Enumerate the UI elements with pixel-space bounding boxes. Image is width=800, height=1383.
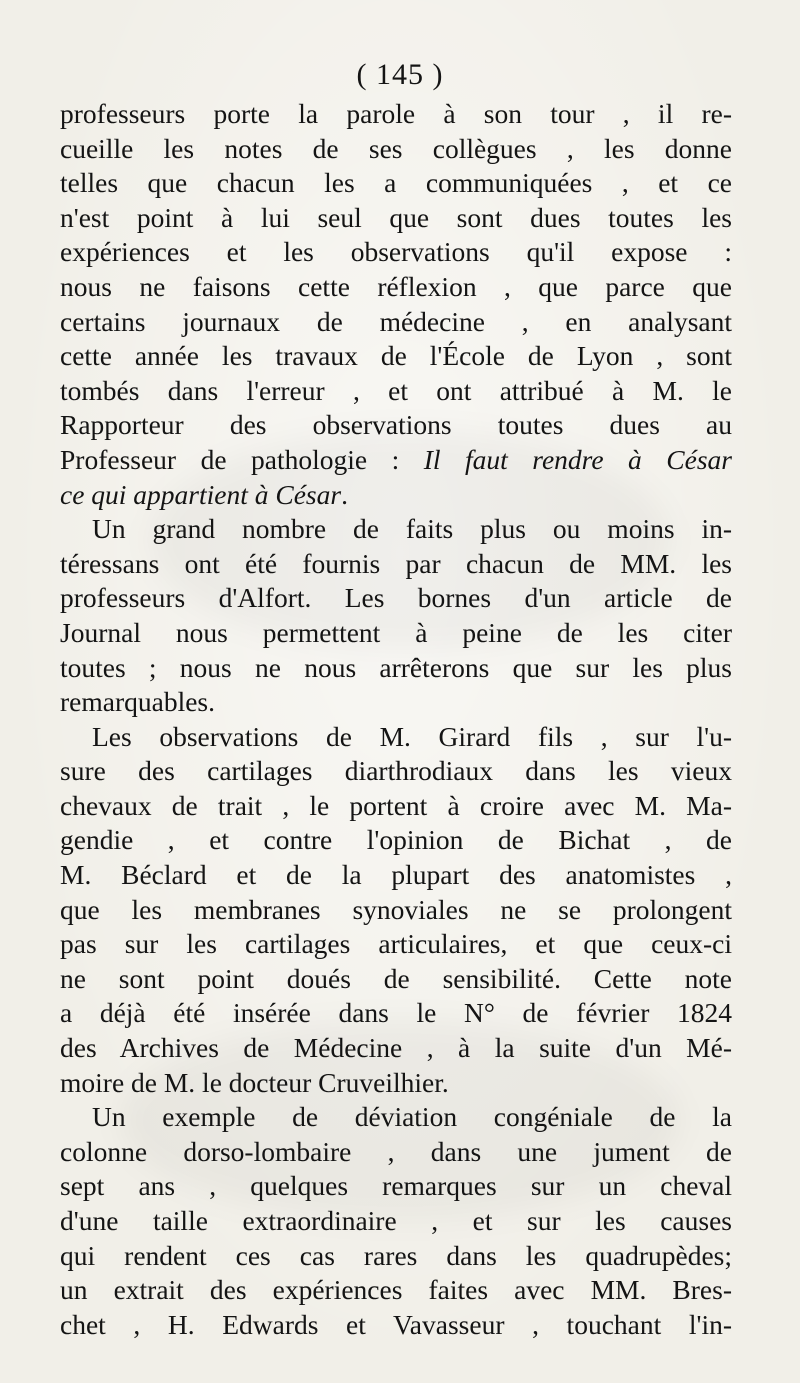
text-line: moire de M. le docteur Cruveilhier. — [60, 1066, 449, 1098]
paragraph-3 — [60, 720, 732, 1101]
text-line — [60, 443, 732, 478]
text-line: que les membranes synoviales ne se prolongent — [60, 893, 732, 925]
text-segment: . — [341, 478, 348, 510]
text-line: gendie , et contre l'opinion de Bichat , de — [60, 824, 732, 856]
text-line: sept ans , quelques remarques sur un cheval — [60, 1170, 732, 1202]
text-line: Journal nous permettent à peine de les citer — [60, 616, 732, 648]
text-line: n'est point à lui seul que sont dues toutes les — [60, 201, 732, 233]
text-line: expériences et les observations qu'il expose : — [60, 236, 732, 268]
text-line: toutes ; nous ne nous arrêterons que sur les plus — [60, 651, 732, 683]
text-line: chevaux de trait , le portent à croire avec M. Ma- — [60, 789, 732, 821]
italic-quote: ce qui appartient à César — [60, 478, 342, 510]
text-line: cette année les travaux de l'École de Lyon , sont — [60, 340, 732, 372]
paragraph-2 — [60, 512, 732, 720]
text-line: cueille les notes de ses collègues , les donne — [60, 132, 732, 164]
body-text — [60, 97, 732, 1342]
text-line: des Archives de Médecine , à la suite d'un Mé- — [60, 1032, 732, 1064]
text-line: telles que chacun les a communiquées , et ce — [60, 167, 732, 199]
text-line: chet , H. Edwards et Vavasseur , touchant l'in- — [60, 1308, 732, 1340]
page-number: ( 145 ) — [356, 58, 444, 91]
text-line: un extrait des expériences faites avec MM. Bres- — [60, 1274, 732, 1306]
text-line: Un exemple de déviation congéniale de la — [92, 1101, 732, 1133]
text-line: qui rendent ces cas rares dans les quadrupèdes; — [60, 1239, 732, 1271]
text-line: Un grand nombre de faits plus ou moins in- — [92, 513, 732, 545]
text-line: remarquables. — [60, 686, 215, 718]
text-line: professeurs porte la parole à son tour , il re- — [60, 98, 732, 129]
text-line: nous ne faisons cette réflexion , que parce que — [60, 270, 732, 302]
text-line: tombés dans l'erreur , et ont attribué à M. le — [60, 374, 732, 406]
text-line — [60, 478, 732, 513]
paragraph-1 — [60, 97, 732, 512]
italic-quote: Il faut rendre à César — [423, 443, 733, 475]
text-line: a déjà été insérée dans le N° de février 1824 — [60, 997, 732, 1029]
text-line: M. Béclard et de la plupart des anatomistes , — [60, 859, 732, 891]
text-line: d'une taille extraordinaire , et sur les causes — [60, 1205, 732, 1236]
text-line: Les observations de M. Girard fils , sur l'u- — [92, 720, 732, 752]
text-line: certains journaux de médecine , en analysant — [60, 305, 732, 337]
text-line: pas sur les cartilages articulaires, et que ceux-ci — [60, 928, 732, 960]
text-line: professeurs d'Alfort. Les bornes d'un article de — [60, 582, 732, 614]
text-line: sure des cartilages diarthrodiaux dans les vieux — [60, 755, 732, 787]
text-line: ne sont point doués de sensibilité. Cette note — [60, 962, 732, 994]
text-segment: Professeur de pathologie : — [60, 443, 424, 475]
paragraph-4 — [60, 1100, 732, 1342]
text-line: Rapporteur des observations toutes dues au — [60, 409, 732, 441]
text-line: colonne dorso-lombaire , dans une jument de — [60, 1135, 732, 1167]
text-line: téressans ont été fournis par chacun de MM. les — [60, 547, 732, 579]
